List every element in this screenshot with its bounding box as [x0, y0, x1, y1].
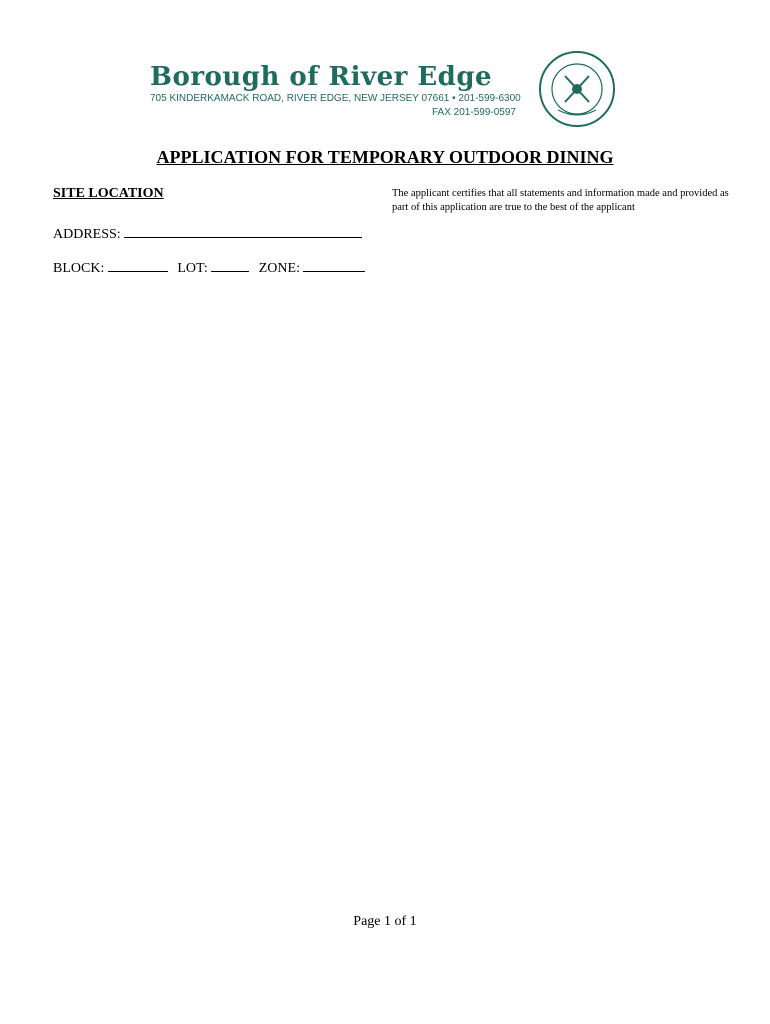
zone-label: ZONE:	[258, 261, 300, 276]
address-row	[53, 224, 362, 243]
page-number: Page 1 of 1	[353, 914, 417, 929]
block-field[interactable]	[108, 258, 168, 272]
borough-name: Borough of River Edge	[150, 62, 493, 92]
certification-statement: The applicant certifies that all statements and information made and provided as part of this application are true to the best of the applicant	[392, 188, 729, 213]
borough-seal-icon	[538, 50, 616, 128]
borough-address: 705 KINDERKAMACK ROAD, RIVER EDGE, NEW JERSEY 07661 • 201-599-6300	[150, 93, 521, 104]
borough-fax: FAX 201-599-0597	[432, 107, 516, 118]
zone-field[interactable]	[303, 258, 365, 272]
form-title: APPLICATION FOR TEMPORARY OUTDOOR DINING	[156, 147, 614, 167]
address-label: ADDRESS:	[53, 227, 121, 242]
site-location-heading: SITE LOCATION	[53, 186, 164, 201]
letterhead	[150, 62, 530, 118]
address-field[interactable]	[124, 224, 362, 238]
block-lot-zone-row	[53, 258, 365, 277]
lot-label: LOT:	[177, 261, 208, 276]
lot-field[interactable]	[211, 258, 249, 272]
block-label: BLOCK:	[53, 261, 105, 276]
